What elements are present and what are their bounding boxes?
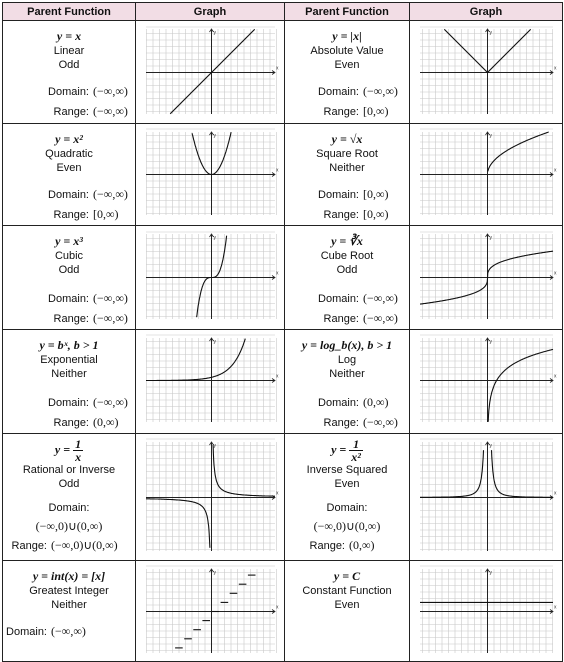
domain-label: Domain: [48, 293, 89, 305]
graph-square-root [410, 124, 563, 226]
function-name: Constant Function [302, 585, 392, 597]
range-value: [0,∞) [93, 207, 119, 221]
greatest-integer-graph [138, 561, 283, 661]
range-value: [0,∞) [363, 207, 389, 221]
function-name: Exponential [40, 354, 98, 366]
graph-log [410, 330, 563, 434]
parity: Odd [58, 264, 80, 276]
parent-functions-table [2, 2, 563, 662]
domain-value: (−∞,∞) [93, 187, 128, 201]
parity: Odd [58, 478, 80, 490]
domain-value: (−∞,∞) [93, 84, 128, 98]
fraction-denominator: x² [351, 450, 361, 464]
function-info-log [285, 330, 410, 434]
domain-value: (−∞,∞) [93, 395, 128, 409]
range-value: (−∞,∞) [363, 311, 398, 325]
equation: y = bˣ, b > 1 [39, 338, 99, 352]
svg-text:y: y [213, 570, 216, 576]
range-value: (−∞,∞) [93, 311, 128, 325]
svg-text:x: x [553, 65, 556, 72]
svg-text:x: x [553, 167, 556, 174]
inverse-squared-graph [412, 434, 561, 559]
svg-text:x: x [553, 270, 556, 277]
graph-constant [410, 561, 563, 662]
svg-text:y: y [489, 339, 492, 345]
function-name: Linear [53, 45, 85, 57]
domain-label: Domain: [318, 293, 359, 305]
svg-text:y: y [213, 133, 216, 139]
parity: Neither [329, 162, 365, 174]
range-value: (−∞,∞) [363, 415, 398, 429]
function-row [3, 330, 563, 434]
equation-prefix: y = [54, 442, 71, 457]
fraction-denominator: x [75, 450, 82, 464]
graph-absolute-value [410, 21, 563, 124]
function-name: Inverse Squared [306, 464, 388, 476]
parent-functions-sheet [2, 2, 562, 638]
function-info-cubic [3, 226, 136, 330]
domain-line [285, 393, 409, 413]
graph-cubic [136, 226, 285, 330]
range-label: Range: [323, 417, 359, 429]
range-line [285, 413, 409, 433]
function-name: Absolute Value [310, 45, 384, 57]
domain-value: (−∞,∞) [363, 291, 398, 305]
function-info-square-root [285, 124, 410, 226]
domain-label: Domain: [318, 189, 359, 201]
equation: y = x³ [55, 234, 83, 248]
function-info-exponential [3, 330, 136, 434]
range-line [3, 102, 135, 122]
range-label: Range: [53, 417, 89, 429]
function-name: Quadratic [45, 148, 93, 160]
domain-label: Domain: [6, 626, 47, 638]
domain-line [3, 393, 135, 413]
header-graph-left: Graph [136, 3, 285, 21]
parity: Neither [51, 368, 87, 380]
parity: Odd [336, 264, 358, 276]
svg-text:y: y [489, 30, 492, 36]
constant-graph [412, 561, 561, 661]
equation: y = x [56, 29, 82, 43]
function-info-quadratic [3, 124, 136, 226]
parity: Neither [329, 368, 365, 380]
equation: y = |x| [332, 29, 362, 43]
parity: Even [334, 599, 360, 611]
function-name: Greatest Integer [29, 585, 109, 597]
svg-text:x: x [275, 270, 278, 277]
function-row [3, 21, 563, 124]
function-info-constant [285, 561, 410, 662]
domain-line [285, 185, 409, 205]
function-info-absolute-value [285, 21, 410, 124]
function-info-linear [3, 21, 136, 124]
svg-text:y: y [213, 443, 216, 449]
domain-value: (−∞,∞) [93, 291, 128, 305]
domain-value: (0,∞) [363, 395, 389, 409]
equation: y = C [333, 569, 361, 583]
range-label: Range: [323, 313, 359, 325]
function-row [3, 124, 563, 226]
range-line [285, 205, 409, 225]
range-line [3, 536, 135, 556]
parity: Neither [51, 599, 87, 611]
equation [285, 438, 409, 463]
equation-fraction [73, 438, 83, 463]
svg-text:y: y [489, 570, 492, 576]
range-line [3, 309, 135, 329]
range-value: (−∞,0)∪(0,∞) [51, 538, 118, 552]
parity: Odd [58, 59, 80, 71]
domain-line [3, 82, 135, 102]
domain-line [3, 289, 135, 309]
domain-label: Domain: [318, 86, 359, 98]
svg-text:x: x [553, 373, 556, 380]
range-line [285, 309, 409, 329]
square-root-graph [412, 124, 561, 223]
range-value: (−∞,∞) [93, 104, 128, 118]
svg-text:x: x [553, 490, 556, 497]
range-value: (0,∞) [93, 415, 119, 429]
equation: y = log_b(x), b > 1 [301, 338, 393, 352]
graph-quadratic [136, 124, 285, 226]
log-graph [412, 330, 561, 430]
function-name: Square Root [316, 148, 378, 160]
range-label: Range: [309, 540, 345, 552]
range-value: (0,∞) [349, 538, 375, 552]
svg-text:x: x [275, 490, 278, 497]
svg-text:x: x [275, 373, 278, 380]
graph-exponential [136, 330, 285, 434]
parity: Even [334, 59, 360, 71]
domain-label: Domain: [326, 502, 368, 514]
graph-inverse-squared [410, 434, 563, 561]
svg-text:y: y [213, 30, 216, 36]
range-line [3, 413, 135, 433]
header-parent-function-right: Parent Function [285, 3, 410, 21]
domain-label: Domain: [48, 86, 89, 98]
function-info-inverse-squared [285, 434, 410, 561]
function-name: Cubic [54, 250, 84, 262]
range-label: Range: [53, 313, 89, 325]
domain-value: (−∞,0)∪(0,∞) [313, 519, 381, 533]
svg-text:y: y [213, 339, 216, 345]
domain-label: Domain: [48, 397, 89, 409]
range-label: Range: [11, 540, 47, 552]
domain-value: (−∞,0)∪(0,∞) [35, 519, 103, 533]
graph-linear [136, 21, 285, 124]
svg-text:x: x [553, 604, 556, 611]
domain-value: (−∞,∞) [51, 624, 86, 638]
exponential-graph [138, 330, 283, 430]
svg-text:y: y [213, 235, 216, 241]
range-label: Range: [323, 209, 359, 221]
domain-line [285, 82, 409, 102]
domain-value: (−∞,∞) [363, 84, 398, 98]
range-line [3, 205, 135, 225]
rational-graph [138, 434, 283, 559]
graph-rational [136, 434, 285, 561]
svg-text:y: y [489, 133, 492, 139]
function-row [3, 434, 563, 561]
svg-text:x: x [275, 604, 278, 611]
function-row [3, 226, 563, 330]
range-label: Range: [53, 209, 89, 221]
function-info-cube-root [285, 226, 410, 330]
graph-greatest-integer [136, 561, 285, 662]
range-label: Range: [53, 106, 89, 118]
svg-text:y: y [489, 443, 492, 449]
domain-line [285, 289, 409, 309]
domain-line [3, 622, 135, 642]
function-name: Cube Root [320, 250, 374, 262]
linear-graph [138, 21, 283, 122]
svg-text:x: x [275, 167, 278, 174]
equation: y = x² [55, 132, 83, 146]
function-name: Rational or Inverse [22, 464, 116, 476]
header-graph-right: Graph [410, 3, 563, 21]
equation: y = ∛x [331, 234, 363, 248]
quadratic-graph [138, 124, 283, 223]
domain-line [3, 185, 135, 205]
graph-cube-root [410, 226, 563, 330]
equation: y = int(x) = [x] [32, 569, 106, 583]
function-name: Log [337, 354, 357, 366]
domain-value: [0,∞) [363, 187, 389, 201]
function-row [3, 561, 563, 662]
cubic-graph [138, 226, 283, 327]
equation [3, 438, 135, 463]
range-line [285, 536, 409, 556]
equation-fraction [349, 438, 363, 463]
cube-root-graph [412, 226, 561, 327]
header-parent-function-left: Parent Function [3, 3, 136, 21]
fraction-numerator: 1 [349, 438, 363, 451]
domain-label: Domain: [318, 397, 359, 409]
function-info-rational [3, 434, 136, 561]
domain-label: Domain: [48, 189, 89, 201]
range-line [285, 102, 409, 122]
range-value: [0,∞) [363, 104, 389, 118]
function-info-greatest-integer [3, 561, 136, 662]
svg-text:y: y [489, 235, 492, 241]
parity: Even [334, 478, 360, 490]
parity: Even [56, 162, 82, 174]
domain-label: Domain: [48, 502, 90, 514]
range-label: Range: [323, 106, 359, 118]
header-row [3, 3, 563, 21]
fraction-numerator: 1 [75, 437, 82, 451]
svg-text:x: x [275, 65, 278, 72]
equation-prefix: y = [331, 442, 347, 457]
equation: y = √x [331, 132, 363, 146]
absolute-value-graph [412, 21, 561, 122]
